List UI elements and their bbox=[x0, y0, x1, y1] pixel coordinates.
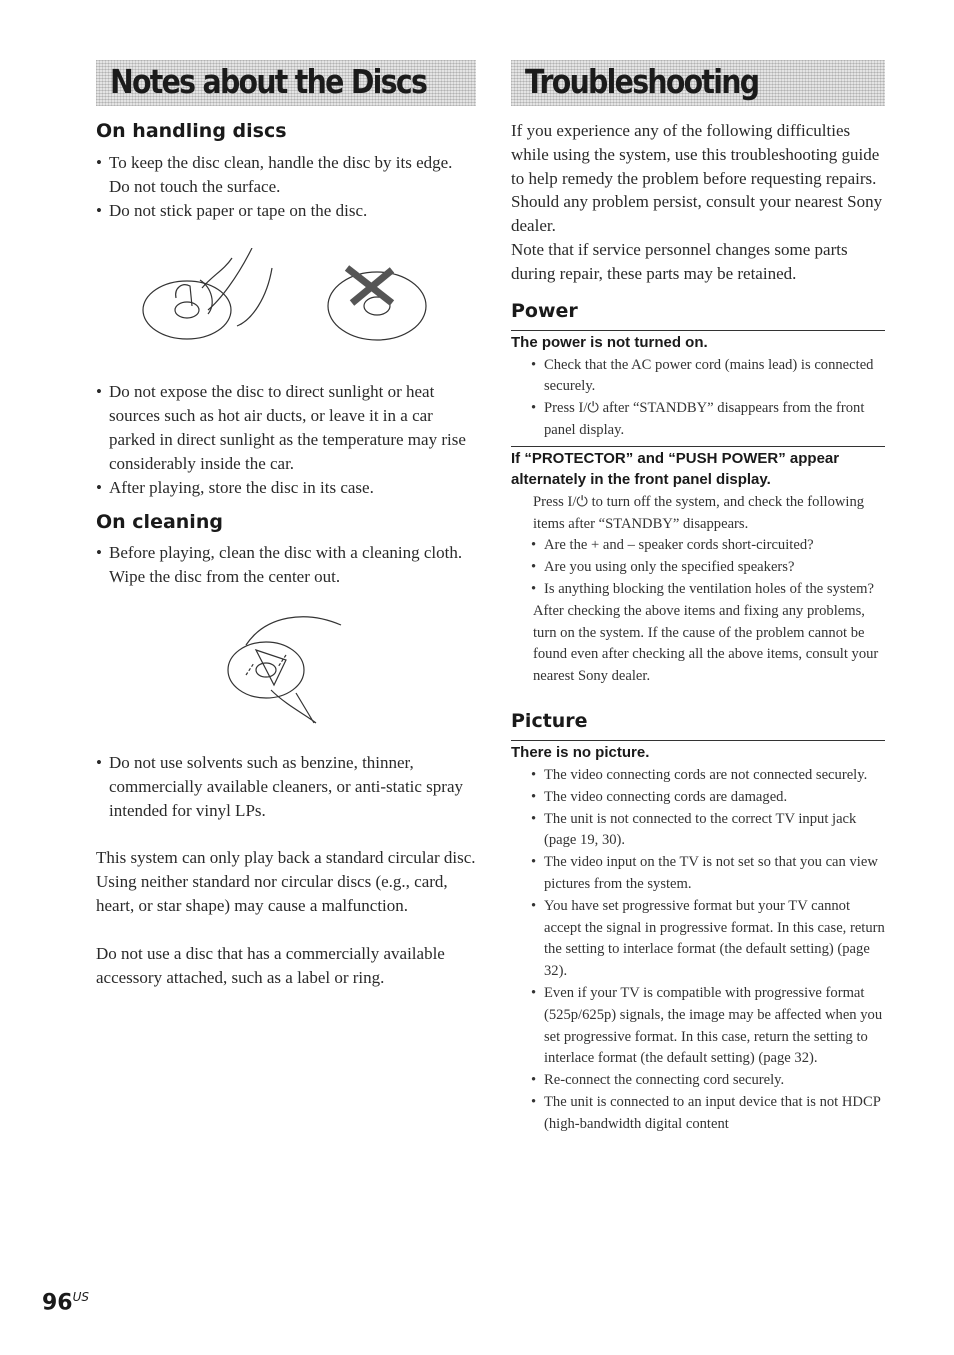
troubleshooting-banner-title: Troubleshooting bbox=[525, 62, 759, 101]
notes-banner-title: Notes about the Discs bbox=[110, 62, 427, 101]
list-item: • Press I/⏻ after “STANDBY” disappears from the front panel display. bbox=[531, 398, 885, 442]
no-picture-list bbox=[511, 765, 885, 1136]
list-item: • You have set progressive format but your TV cannot accept the signal in progressive format. In this case, return the setting to interlace format (the default setting) (page 32). bbox=[531, 896, 885, 983]
protector-lead: Press I/⏻ to turn off the system, and check the following items after “STANDBY” disappears. bbox=[533, 493, 865, 532]
list-item: • Do not stick paper or tape on the disc. bbox=[96, 199, 476, 223]
list-item: • The video connecting cords are not connected securely. bbox=[531, 765, 885, 787]
page-number bbox=[42, 1290, 89, 1315]
solvents-list bbox=[96, 751, 476, 822]
disc-handling-illustration bbox=[142, 248, 442, 358]
troubleshooting-banner bbox=[511, 60, 885, 106]
list-item: • After playing, store the disc in its case. bbox=[96, 476, 476, 500]
list-item: • The video input on the TV is not set so that you can view pictures from the system. bbox=[531, 852, 885, 896]
list-item: • Before playing, clean the disc with a cleaning cloth. bbox=[96, 541, 476, 565]
cleaning-wipe-text: Wipe the disc from the center out. bbox=[109, 567, 341, 587]
troubleshooting-column bbox=[511, 60, 885, 1135]
protector-after: After checking the above items and fixing any problems, turn on the system. If the cause of the problem cannot be found even after checking all the above items, consult your nearest Sony dealer. bbox=[533, 602, 879, 685]
list-item: • Are you using only the specified speakers? bbox=[531, 557, 885, 579]
no-picture-heading: There is no picture. bbox=[511, 743, 650, 761]
list-item: • Check that the AC power cord (mains lead) is connected securely. bbox=[531, 355, 885, 399]
list-item: • Re-connect the connecting cord securely. bbox=[531, 1070, 885, 1092]
accessory-text: Do not use a disc that has a commercially available accessory attached, such as a label or ring. bbox=[96, 943, 445, 987]
trouble-intro: If you experience any of the following difficulties while using the system, use this troubleshooting guide to help remedy the problem before requesting repairs. Should any problem persist, consult your nearest Sony dealer. bbox=[511, 121, 883, 236]
list-item: • The unit is not connected to the correct TV input jack (page 19, 30). bbox=[531, 809, 885, 853]
list-item: • Do not expose the disc to direct sunlight or heat sources such as hot air ducts, or leave it in a car parked in direct sunlight as the temperature may rise considerably inside the car. bbox=[96, 380, 476, 475]
list-item: • Are the + and – speaker cords short-circuited? bbox=[531, 535, 885, 557]
notes-column bbox=[96, 60, 476, 989]
handling-heading: On handling discs bbox=[96, 120, 287, 142]
list-item: • Is anything blocking the ventilation holes of the system? bbox=[531, 579, 885, 601]
cleaning-heading: On cleaning bbox=[96, 511, 223, 534]
power-not-on-heading: The power is not turned on. bbox=[511, 333, 708, 351]
disc-cleaning-illustration bbox=[226, 605, 346, 725]
list-item: • The unit is connected to an input device that is not HDCP (high-bandwidth digital content bbox=[531, 1092, 885, 1136]
power-heading: Power bbox=[511, 300, 885, 331]
protector-list bbox=[511, 535, 885, 600]
protector-heading: If “PROTECTOR” and “PUSH POWER” appear alternately in the front panel display. bbox=[511, 446, 885, 490]
standard-disc-text: This system can only play back a standard circular disc. Using neither standard nor circular discs (e.g., card, heart, or star shape) may cause a malfunction. bbox=[96, 848, 476, 915]
list-item: • The video connecting cords are damaged. bbox=[531, 787, 885, 809]
list-item: • Even if your TV is compatible with progressive format (525p/625p) signals, the image may be affected when you set progressive format. In this case, return the setting to interlace format (the default setting) (page 32). bbox=[531, 983, 885, 1070]
page-number-suffix: US bbox=[72, 1290, 90, 1304]
handling-list-2 bbox=[96, 380, 476, 499]
handling-list-1 bbox=[96, 151, 476, 222]
trouble-note: Note that if service personnel changes some parts during repair, these parts may be retained. bbox=[511, 239, 848, 283]
cleaning-list bbox=[96, 541, 476, 565]
list-item: • To keep the disc clean, handle the disc by its edge. Do not touch the surface. bbox=[96, 151, 476, 199]
page-number-value: 96 bbox=[42, 1290, 73, 1316]
notes-banner bbox=[96, 60, 476, 106]
power-not-on-list bbox=[511, 355, 885, 442]
picture-heading: Picture bbox=[511, 710, 885, 741]
list-item: • Do not use solvents such as benzine, thinner, commercially available cleaners, or anti-static spray intended for vinyl LPs. bbox=[96, 751, 476, 822]
